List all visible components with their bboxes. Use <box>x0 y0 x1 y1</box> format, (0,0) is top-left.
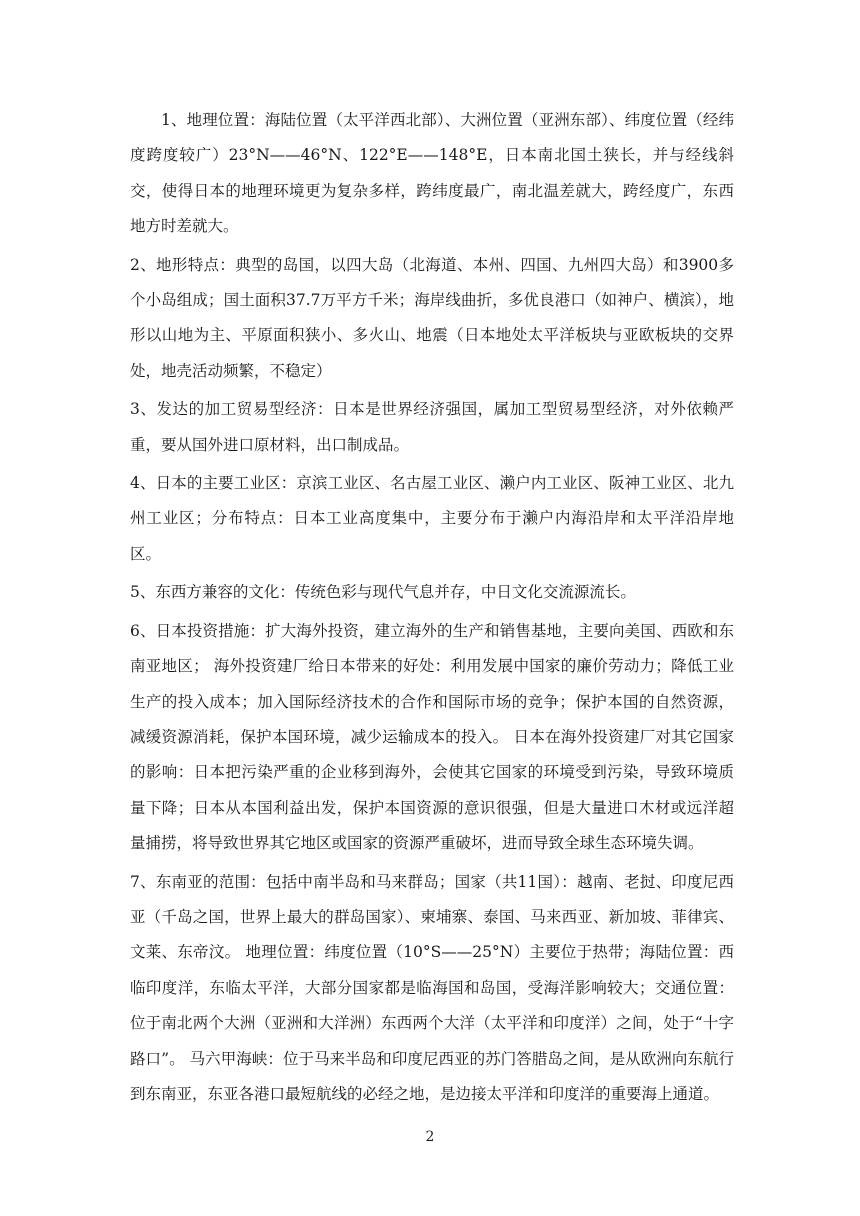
paragraph-investment: 6、日本投资措施：扩大海外投资，建立海外的生产和销售基地，主要向美国、西欧和东南亚地区； 海外投资建厂给日本带来的好处：利用发展中国家的廉价劳动力；降低工业生产的投入成本；加入国际经济技术的合作和国际市场的竞争；保护本国的自然资源，减缓资源消耗，保护本国环境，减少运输成本的投入。 日本在海外投资建厂对其它国家的影响：日本把污染严重的企业移到海外，会使其它国家的环境受到污染，导致环境质量下降；日本从本国利益出发，保护本国资源的意识很强，但是大量进口木材或远洋超量捕捞，将导致世界其它地区或国家的资源严重破坏，进而导致全球生态环境失调。 <box>130 621 734 853</box>
page-number: 2 <box>425 1129 435 1145</box>
paragraph-terrain: 2、地形特点：典型的岛国，以四大岛（北海道、本州、四国、九州四大岛）和3900多个小岛组成；国土面积37.7万平方千米；海岸线曲折，多优良港口（如神户、横滨），地形以山地为主、平原面积狭小、多火山、地震（日本地处太平洋板块与亚欧板块的交界处，地壳活动频繁，不稳定） <box>130 255 734 380</box>
paragraph-culture: 5、东西方兼容的文化：传统色彩与现代气息并存，中日文化交流源流长。 <box>130 583 636 602</box>
paragraph-processing-trade-economy: 3、发达的加工贸易型经济：日本是世界经济强国，属加工型贸易型经济，对外依赖严重，要从国外进口原材料，出口制成品。 <box>130 400 734 454</box>
paragraph-geographic-location: 1、地理位置：海陆位置（太平洋西北部）、大洲位置（亚洲东部）、纬度位置（经纬度跨度较广）23°N——46°N、122°E——148°E，日本南北国土狭长，并与经线斜交，使得日本的地理环境更为复杂多样，跨纬度最广，南北温差就大，跨经度广，东西地方时差就大。 <box>130 111 734 236</box>
document-body <box>130 103 734 1115</box>
paragraph-southeast-asia: 7、东南亚的范围：包括中南半岛和马来群岛；国家（共11国）：越南、老挝、印度尼西亚（千岛之国，世界上最大的群岛国家）、柬埔寨、泰国、马来西亚、新加坡、菲律宾、文莱、东帝汶。 地理位置：纬度位置（10°S——25°N）主要位于热带；海陆位置：西临印度洋，东临太平洋，大部分国家都是临海国和岛国，受海洋影响较大；交通位置：位于南北两个大洲（亚洲和大洋洲）东西两个大洋（太平洋和印度洋）之间，处于“十字路口”。 马六甲海峡：位于马来半岛和印度尼西亚的苏门答腊岛之间，是从欧洲向东航行到东南亚，东亚各港口最短航线的必经之地，是边接太平洋和印度洋的重要海上通道。 <box>130 872 734 1103</box>
paragraph-industrial-zones: 4、日本的主要工业区：京滨工业区、名古屋工业区、濑户内工业区、阪神工业区、北九州工业区；分布特点：日本工业高度集中，主要分布于濑户内海沿岸和太平洋沿岸地区。 <box>130 474 734 563</box>
